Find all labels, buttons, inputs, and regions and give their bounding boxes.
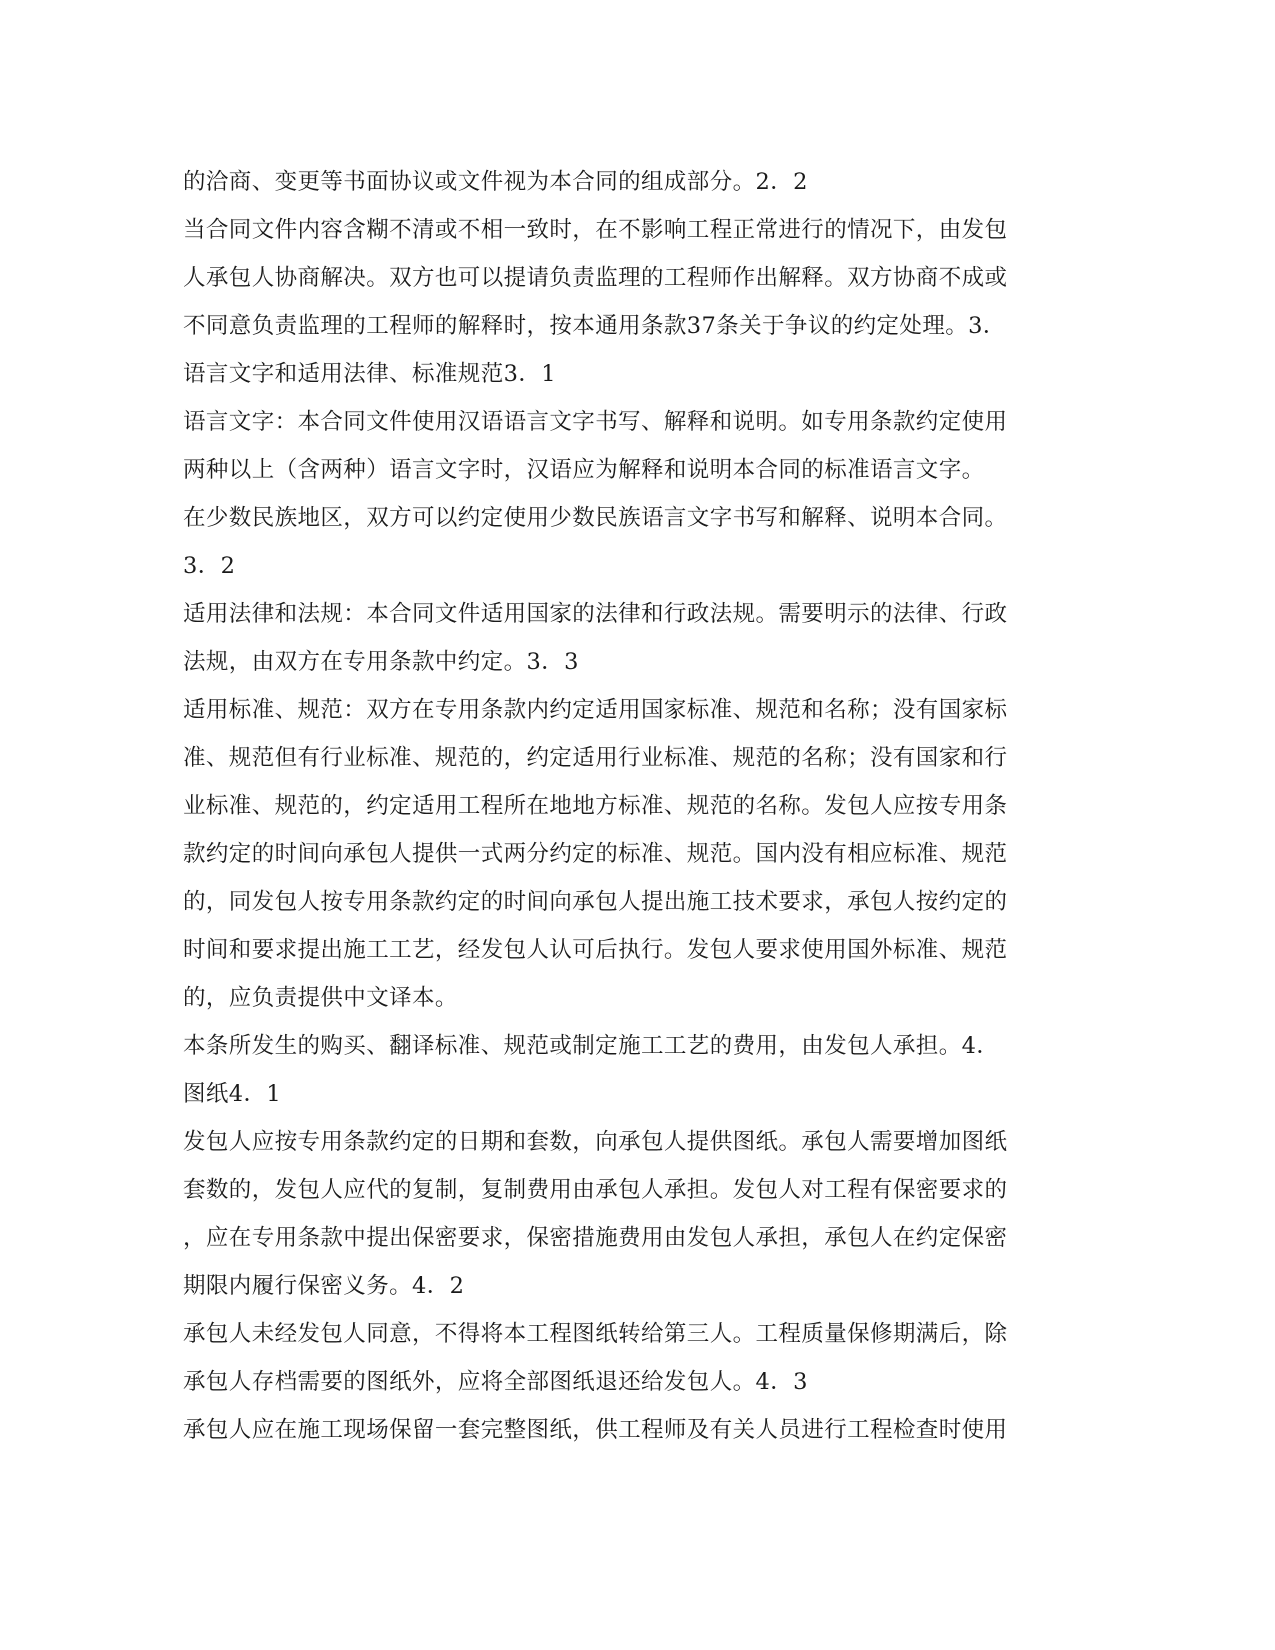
text-line: 3．2 xyxy=(183,553,236,579)
text-line: 适用标准、规范：双方在专用条款内约定适用国家标准、规范和名称；没有国家标 xyxy=(183,697,1008,723)
text-line: 期限内履行保密义务。4．2 xyxy=(183,1273,465,1299)
text-line: 两种以上（含两种）语言文字时，汉语应为解释和说明本合同的标准语言文字。 xyxy=(183,457,985,483)
text-line: 的，同发包人按专用条款约定的时间向承包人提出施工技术要求，承包人按约定的 xyxy=(183,889,1008,915)
text-line: 不同意负责监理的工程师的解释时，按本通用条款37条关于争议的约定处理。3． xyxy=(183,313,1006,339)
text-line: 发包人应按专用条款约定的日期和套数，向承包人提供图纸。承包人需要增加图纸 xyxy=(183,1129,1008,1155)
text-line: 语言文字：本合同文件使用汉语语言文字书写、解释和说明。如专用条款约定使用 xyxy=(183,409,1008,435)
text-line: 适用法律和法规：本合同文件适用国家的法律和行政法规。需要明示的法律、行政 xyxy=(183,601,1008,627)
text-line: 的，应负责提供中文译本。 xyxy=(183,985,458,1011)
text-line: 在少数民族地区，双方可以约定使用少数民族语言文字书写和解释、说明本合同。 xyxy=(183,505,1008,531)
text-line: 承包人应在施工现场保留一套完整图纸，供工程师及有关人员进行工程检查时使用 xyxy=(183,1417,1008,1443)
text-line: 套数的，发包人应代的复制，复制费用由承包人承担。发包人对工程有保密要求的 xyxy=(183,1177,1008,1203)
text-line: 当合同文件内容含糊不清或不相一致时，在不影响工程正常进行的情况下，由发包 xyxy=(183,217,1008,243)
text-line: ，应在专用条款中提出保密要求，保密措施费用由发包人承担，承包人在约定保密 xyxy=(183,1225,1008,1251)
text-line: 本条所发生的购买、翻译标准、规范或制定施工工艺的费用，由发包人承担。4． xyxy=(183,1033,1000,1059)
text-line: 准、规范但有行业标准、规范的，约定适用行业标准、规范的名称；没有国家和行 xyxy=(183,745,1008,771)
text-line: 语言文字和适用法律、标准规范3．1 xyxy=(183,361,556,387)
text-line: 款约定的时间向承包人提供一式两分约定的标准、规范。国内没有相应标准、规范 xyxy=(183,841,1008,867)
text-line: 法规，由双方在专用条款中约定。3．3 xyxy=(183,649,579,675)
text-line: 承包人存档需要的图纸外，应将全部图纸退还给发包人。4．3 xyxy=(183,1369,808,1395)
text-line: 业标准、规范的，约定适用工程所在地地方标准、规范的名称。发包人应按专用条 xyxy=(183,793,1008,819)
text-line: 人承包人协商解决。双方也可以提请负责监理的工程师作出解释。双方协商不成或 xyxy=(183,265,1008,291)
text-line: 图纸4．1 xyxy=(183,1081,282,1107)
text-line: 的洽商、变更等书面协议或文件视为本合同的组成部分。2．2 xyxy=(183,169,808,195)
text-line: 承包人未经发包人同意，不得将本工程图纸转给第三人。工程质量保修期满后，除 xyxy=(183,1321,1008,1347)
text-line: 时间和要求提出施工工艺，经发包人认可后执行。发包人要求使用国外标准、规范 xyxy=(183,937,1008,963)
contract-text-body xyxy=(183,158,1083,1454)
